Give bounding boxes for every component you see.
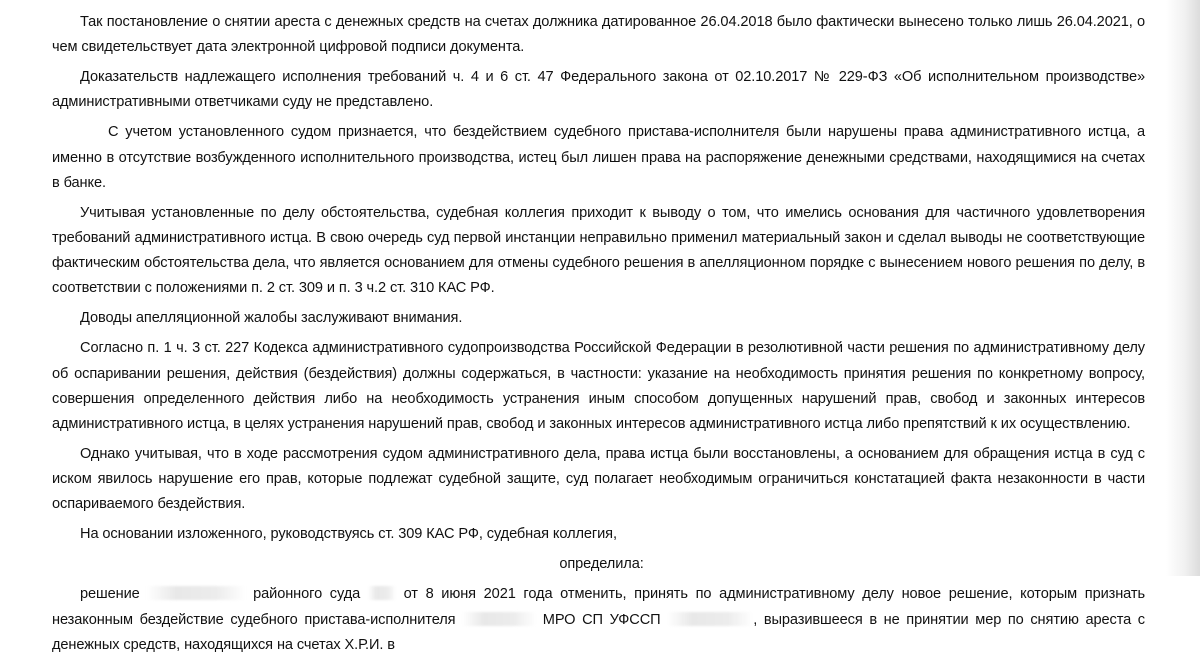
paragraph-decree-date: Так постановление о снятии ареста с денежных средств на счетах должника датированное 26.04.2018 было фактически вынесено только лишь 26.04.2021, о чем свидетельствует дата электронной цифровой подписи документа. xyxy=(52,14,1145,56)
ruling-heading: определила: xyxy=(559,556,644,573)
page-edge-shadow xyxy=(1166,0,1200,576)
paragraph-rights-violated: С учетом установленного судом признается, что бездействием судебного пристава-исполнителя были нарушены права административного истца, а именно в отсутствие возбужденного исполнительного производства, истец был лишен права на распоряжение денежными средствами, находящимися на счетах в банке. xyxy=(52,124,1145,191)
document-body xyxy=(52,10,1145,663)
ruling-text-part: решение xyxy=(80,586,140,603)
redaction-mark xyxy=(462,612,536,626)
paragraph-based-on: На основании изложенного, руководствуясь ст. 309 КАС РФ, судебная коллегия, xyxy=(80,526,617,543)
paragraph-ruling xyxy=(52,582,1145,658)
ruling-text-part: районного суда xyxy=(253,586,361,603)
ruling-text-part: , выразившееся в не принятии мер по снятию ареста с денежных средств, находящихся на счетах Х.Р.И. в xyxy=(52,611,1146,653)
ruling-text-part: от 8 июня 2021 года отменить, принять по административному делу новое решение, которым признать незаконным бездействие судебного пристава-исполнителя xyxy=(52,586,1145,628)
paragraph-grounds: Учитывая установленные по делу обстоятельства, судебная коллегия приходит к выводу о том, что имелись основания для частичного удовлетворения требований административного истца. В свою очередь суд первой инстанции неправильно применил материальный закон и сделал выводы не соответствующие фактическим обстоятельства дела, что является основанием для отмены судебного решения в апелляционном порядке с вынесением нового решения по делу, в соответствии с положениями п. 2 ст. 309 и п. 3 ч.2 ст. 310 КАС РФ. xyxy=(52,204,1145,297)
ruling-text-part: МРО СП УФССП xyxy=(542,611,661,628)
redaction-mark xyxy=(667,612,753,626)
redaction-mark xyxy=(147,586,245,600)
paragraph-appeal-merits: Доводы апелляционной жалобы заслуживают внимания. xyxy=(80,310,463,327)
paragraph-kas-227: Согласно п. 1 ч. 3 ст. 227 Кодекса административного судопроизводства Российской Федерации в резолютивной части решения по административному делу об оспаривании решения, действия (бездействия) должны содержаться, в частности: указание на необходимость принятия решения по конкретному вопросу, совершения определенного действия либо на необходимость устранения иным способом допущенных нарушений прав, свобод и законных интересов административного истца, в целях устранения нарушений прав, свобод и законных интересов административного истца либо препятствий к их осуществлению. xyxy=(52,340,1145,433)
paragraph-restored-rights: Однако учитывая, что в ходе рассмотрения судом административного дела, права истца были восстановлены, а основанием для обращения истца в суд с иском явилось нарушение его прав, которые подлежат судебной защите, суд полагает необходимым ограничиться констатацией факта незаконности в части оспариваемого бездействия. xyxy=(52,446,1145,513)
redaction-mark xyxy=(368,586,396,600)
paragraph-no-evidence: Доказательств надлежащего исполнения требований ч. 4 и 6 ст. 47 Федерального закона от 02.10.2017 № 229-ФЗ «Об исполнительном производстве» административными ответчиками суду не представлено. xyxy=(52,69,1145,111)
